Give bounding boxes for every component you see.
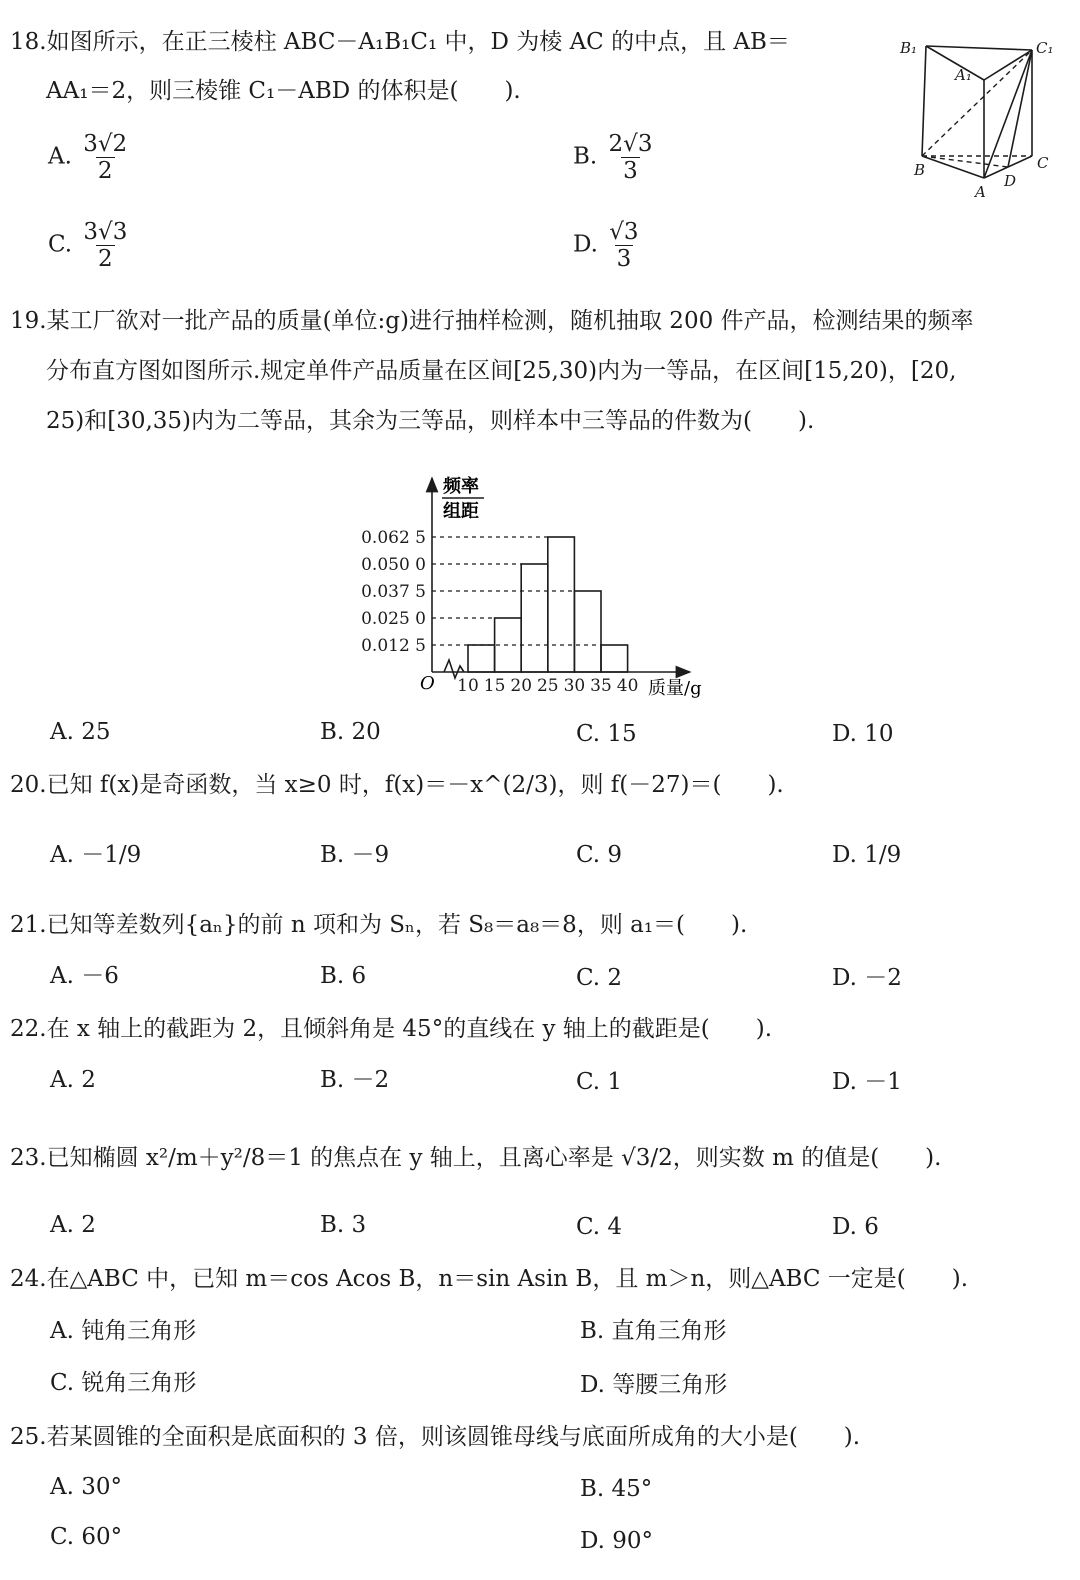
x-tick-label: 25 — [536, 676, 559, 696]
label-d: D — [1004, 172, 1017, 190]
q24-stem: 24.在△ABC 中，已知 m＝cos Acos B，n＝sin Asin B，且 m＞n，则△ABC 一定是( ). — [10, 1266, 969, 1292]
label-b1: B₁ — [900, 39, 918, 57]
x-tick-label: 40 — [616, 676, 639, 696]
y-tick-label: 0.012 5 — [361, 636, 426, 656]
q23-option-a: A. 2 — [50, 1212, 96, 1238]
x-tick-label: 10 — [457, 676, 479, 696]
edge-b1-c1 — [926, 46, 1032, 50]
histogram-bar-30-35 — [574, 591, 601, 672]
q18-option-b-den: 3 — [623, 158, 638, 184]
y-tick-label: 0.050 0 — [361, 555, 426, 575]
q23-option-c: C. 4 — [576, 1214, 623, 1240]
q24-option-b: B. 直角三角形 — [580, 1318, 727, 1344]
q25-option-c: C. 60° — [50, 1524, 123, 1550]
q18-option-d — [573, 219, 643, 272]
q21-option-b: B. 6 — [320, 963, 367, 989]
q22-stem: 22.在 x 轴上的截距为 2，且倾斜角是 45°的直线在 y 轴上的截距是( ). — [10, 1016, 773, 1042]
q18-option-c — [48, 219, 131, 272]
q20-option-b: B. －9 — [320, 842, 390, 868]
q18-option-d-den: 3 — [616, 246, 632, 272]
q18-stem-line1: 18.如图所示，在正三棱柱 ABC－A₁B₁C₁ 中，D 为棱 AC 的中点，且 AB＝ — [10, 29, 790, 55]
q18-option-c-num: 3√3 — [83, 219, 128, 245]
q21-option-c: C. 2 — [576, 965, 623, 991]
q18-option-b-num: 2√3 — [608, 131, 653, 157]
q18-option-b — [573, 131, 656, 184]
q20-option-d: D. 1/9 — [832, 842, 902, 868]
origin-label: O — [420, 673, 435, 694]
q18-option-a-num: 3√2 — [83, 131, 128, 157]
q18-option-c-label: C. — [48, 231, 73, 258]
q24-option-a: A. 钝角三角形 — [50, 1318, 197, 1344]
y-tick-label: 0.025 0 — [361, 609, 426, 629]
q18-option-b-label: B. — [573, 143, 598, 170]
q23-option-b: B. 3 — [320, 1212, 367, 1238]
y-label-bottom: 组距 — [443, 501, 479, 522]
y-tick-label: 0.037 5 — [361, 582, 426, 602]
histogram-bar-10-15 — [468, 645, 495, 672]
q18-option-d-num: √3 — [609, 219, 639, 245]
q18-option-b-fraction — [607, 131, 655, 184]
label-c1: C₁ — [1036, 39, 1054, 57]
q22-option-b: B. －2 — [320, 1067, 390, 1093]
label-c: C — [1037, 154, 1049, 172]
q18-option-a-den: 2 — [97, 158, 113, 184]
x-tick-label: 35 — [590, 676, 612, 696]
q25-option-b: B. 45° — [580, 1476, 653, 1502]
q23-option-d: D. 6 — [832, 1214, 879, 1240]
q18-stem-line2: AA₁＝2，则三棱锥 C₁－ABD 的体积是( ). — [46, 78, 521, 104]
histogram-bar-20-25 — [521, 564, 548, 672]
q19-stem-line3: 25)和[30,35)内为二等品，其余为三等品，则样本中三等品的件数为( ). — [46, 408, 815, 434]
histogram-bar-35-40 — [601, 645, 628, 672]
q19-stem-line1: 19.某工厂欲对一批产品的质量(单位:g)进行抽样检测，随机抽取 200 件产品，检测结果的频率 — [10, 308, 974, 334]
q18-option-a-label: A. — [48, 143, 72, 170]
q24-option-d: D. 等腰三角形 — [580, 1372, 728, 1398]
x-axis-label: 质量/g — [648, 678, 702, 699]
q19-histogram — [360, 470, 720, 702]
q22-option-c: C. 1 — [576, 1069, 623, 1095]
x-tick-label: 30 — [563, 676, 586, 696]
q18-prism-figure — [896, 28, 1066, 206]
q18-option-c-fraction — [81, 219, 129, 272]
q19-option-a: A. 25 — [50, 719, 111, 745]
q25-option-a: A. 30° — [50, 1474, 122, 1500]
q20-option-a: A. －1/9 — [50, 842, 142, 868]
q24-option-c: C. 锐角三角形 — [50, 1370, 197, 1396]
hidden-edge-b-d — [922, 156, 1008, 167]
q18-option-a — [48, 131, 131, 184]
q21-option-d: D. －2 — [832, 965, 902, 991]
x-tick-label: 15 — [483, 676, 506, 696]
q25-option-d: D. 90° — [580, 1528, 654, 1554]
q23-stem: 23.已知椭圆 x²/m＋y²/8＝1 的焦点在 y 轴上，且离心率是 √3/2，则实数 m 的值是( ). — [10, 1145, 942, 1171]
q19-option-c: C. 15 — [576, 721, 637, 747]
label-a1: A₁ — [955, 66, 972, 84]
q20-option-c: C. 9 — [576, 842, 623, 868]
q21-option-a: A. －6 — [50, 963, 119, 989]
q18-option-d-label: D. — [573, 231, 598, 258]
histogram-bar-25-30 — [548, 537, 575, 672]
q19-option-b: B. 20 — [320, 719, 381, 745]
q19-option-d: D. 10 — [832, 721, 894, 747]
q22-option-d: D. －1 — [832, 1069, 902, 1095]
label-b: B — [914, 161, 926, 179]
edge-a1-c1 — [984, 50, 1032, 80]
edge-c1-d — [1008, 50, 1032, 167]
x-tick-label: 20 — [510, 676, 533, 696]
q22-option-a: A. 2 — [50, 1067, 96, 1093]
y-tick-label: 0.062 5 — [361, 528, 426, 548]
label-a: A — [975, 183, 986, 201]
q20-stem: 20.已知 f(x)是奇函数，当 x≥0 时，f(x)＝－x^(2/3)，则 f(－27)＝( ). — [10, 772, 784, 798]
edge-b1-b — [922, 46, 926, 156]
y-label-top: 频率 — [443, 476, 479, 497]
q21-stem: 21.已知等差数列{aₙ}的前 n 项和为 Sₙ，若 S₈＝a₈＝8，则 a₁＝( ). — [10, 912, 748, 938]
q18-option-a-fraction — [81, 131, 129, 184]
hidden-edge-b-c1 — [922, 50, 1032, 156]
q19-stem-line2: 分布直方图如图所示.规定单件产品质量在区间[25,30)内为一等品，在区间[15,20)，[20, — [46, 358, 957, 384]
q18-option-d-fraction — [607, 219, 640, 272]
q25-stem: 25.若某圆锥的全面积是底面积的 3 倍，则该圆锥母线与底面所成角的大小是( ). — [10, 1424, 861, 1450]
q18-option-c-den: 2 — [98, 246, 113, 272]
